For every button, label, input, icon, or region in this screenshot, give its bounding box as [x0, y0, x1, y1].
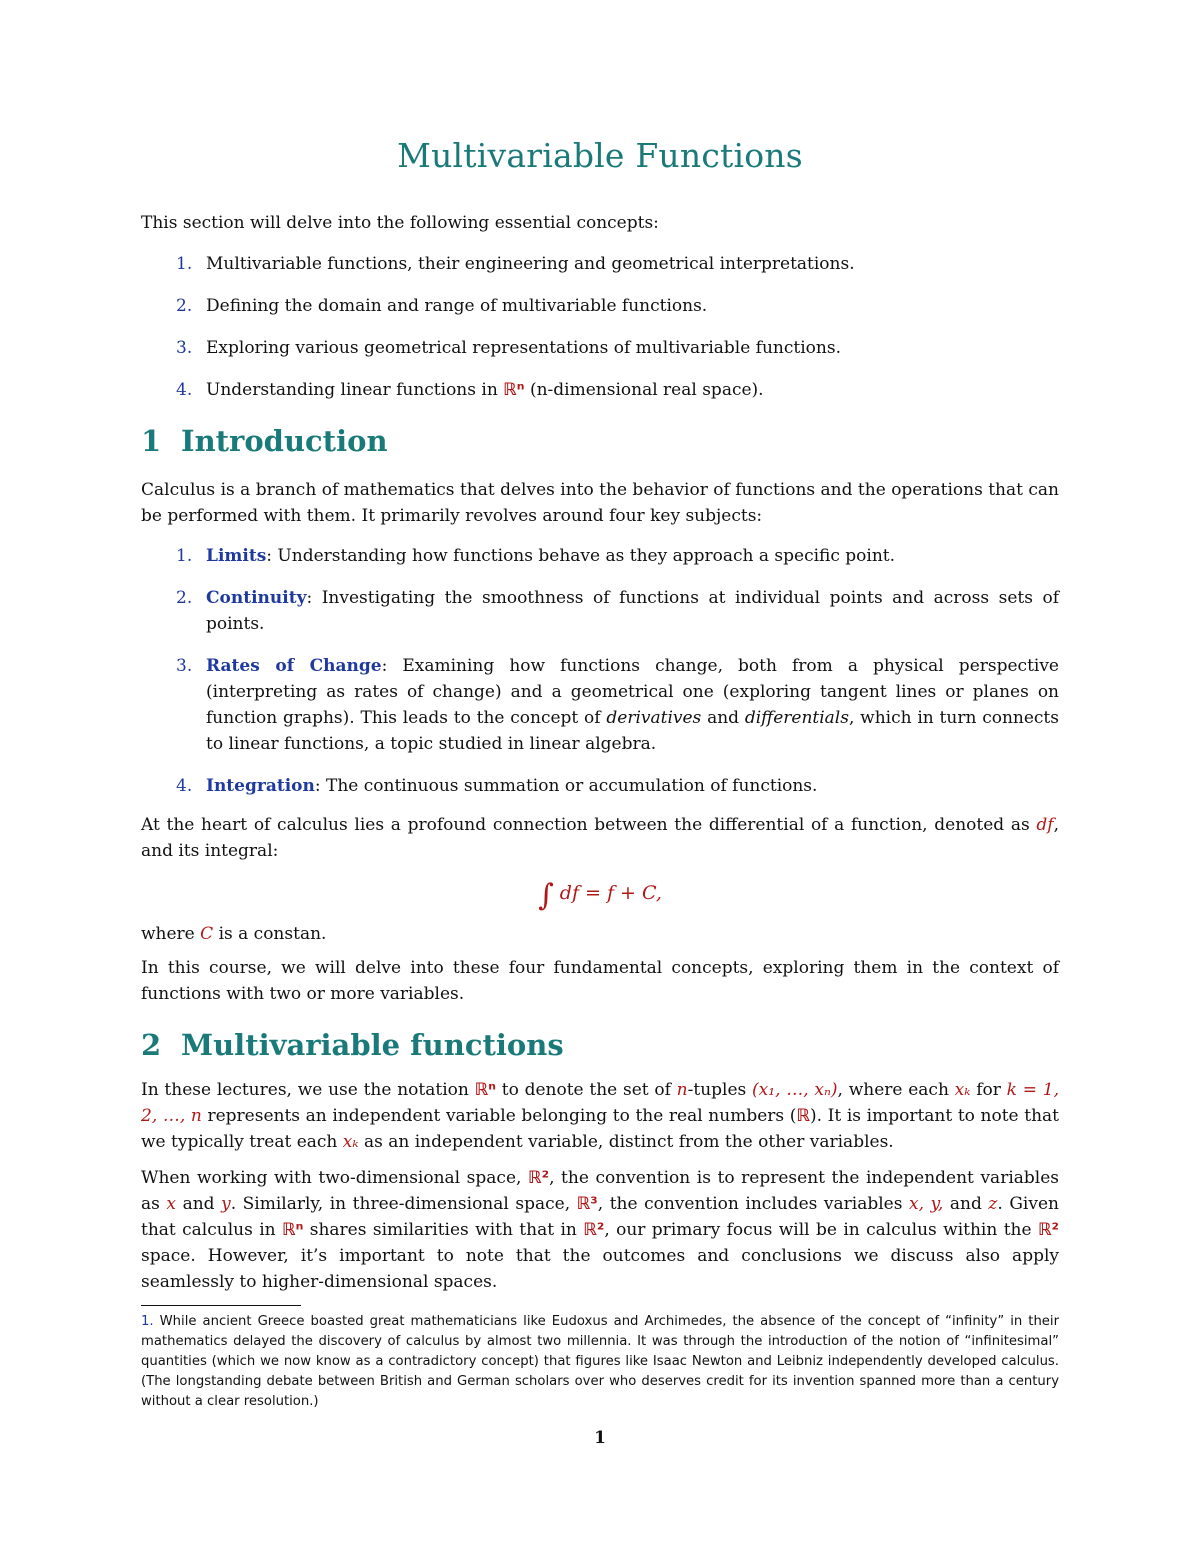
list-item: 3. Rates of Change: Examining how functions change, both from a physical perspective (interpreting as rates of change) and a geometrical one (exploring tangent lines or planes on function graphs). This leads to the concept of derivatives and differentials, which in turn connects to linear functions, a topic studied in linear algebra. — [176, 656, 1059, 754]
section-2-heading: 2 Multivariable functions — [141, 1028, 564, 1062]
footnote-divider — [141, 1305, 301, 1306]
integral-symbol: ∫ — [538, 878, 554, 913]
concepts-list — [176, 251, 1059, 403]
course-paragraph: In this course, we will delve into these four fundamental concepts, exploring them in the context of functions with two or more variables. — [141, 958, 1059, 1004]
page-number: 1 — [594, 1428, 606, 1448]
subjects-list — [176, 543, 1059, 799]
list-item: 3. Exploring various geometrical representations of multivariable functions. — [176, 338, 841, 358]
differential-paragraph: At the heart of calculus lies a profound connection between the differential of a function, denoted as df, and its integral: — [141, 815, 1059, 861]
list-item: 4. Integration: The continuous summation or accumulation of functions. — [176, 776, 818, 796]
list-item: 2. Defining the domain and range of multivariable functions. — [176, 296, 708, 316]
section-1-paragraph: Calculus is a branch of mathematics that delves into the behavior of functions and the operations that can be performed with them. It primarily revolves around four key subjects: — [141, 480, 1059, 526]
integral-equation: ∫ df = f + C, — [538, 878, 662, 913]
dimension-paragraph: When working with two-dimensional space, ℝ², the convention is to represent the independent variables as x and y. Similarly, in three-dimensional space, ℝ³, the convention includes variables x, y, and z. Given that calculus in ℝⁿ shares similarities with that in ℝ², our primary focus will be in calculus within the ℝ² space. However, it’s important to note that the outcomes and conclusions we discuss also apply seamlessly to higher-dimensional spaces. — [141, 1168, 1060, 1292]
page-title: Multivariable Functions — [397, 136, 803, 175]
list-item: 2. Continuity: Investigating the smoothness of functions at individual points and across sets of points. — [176, 588, 1059, 634]
list-item: 1. Multivariable functions, their engineering and geometrical interpretations. — [176, 254, 855, 274]
notation-paragraph: In these lectures, we use the notation ℝⁿ to denote the set of n-tuples (x₁, …, xₙ), where each xₖ for k = 1, 2, …, n represents an independent variable belonging to the real numbers (ℝ). It is important to note that we typically treat each xₖ as an independent variable, distinct from the other variables. — [141, 1080, 1059, 1152]
list-item: 1. Limits: Understanding how functions behave as they approach a specific point. — [176, 546, 896, 566]
constant-paragraph: where C is a constan. — [141, 924, 327, 944]
list-item: 4. Understanding linear functions in ℝⁿ (n-dimensional real space). — [176, 380, 764, 400]
section-1-heading: 1 Introduction — [141, 424, 388, 458]
intro-paragraph: This section will delve into the following essential concepts: — [141, 213, 659, 233]
footnote: 1. While ancient Greece boasted great mathematicians like Eudoxus and Archimedes, the absence of the concept of “infinity” in their mathematics delayed the discovery of calculus by almost two millennia. It was through the introduction of the notion of “infinitesimal” quantities (which we now know as a contradictory concept) that figures like Isaac Newton and Leibniz independently developed calculus. (The longstanding debate between British and German scholars over who deserves credit for its invention spanned more than a century without a clear resolution.) — [141, 1314, 1059, 1409]
